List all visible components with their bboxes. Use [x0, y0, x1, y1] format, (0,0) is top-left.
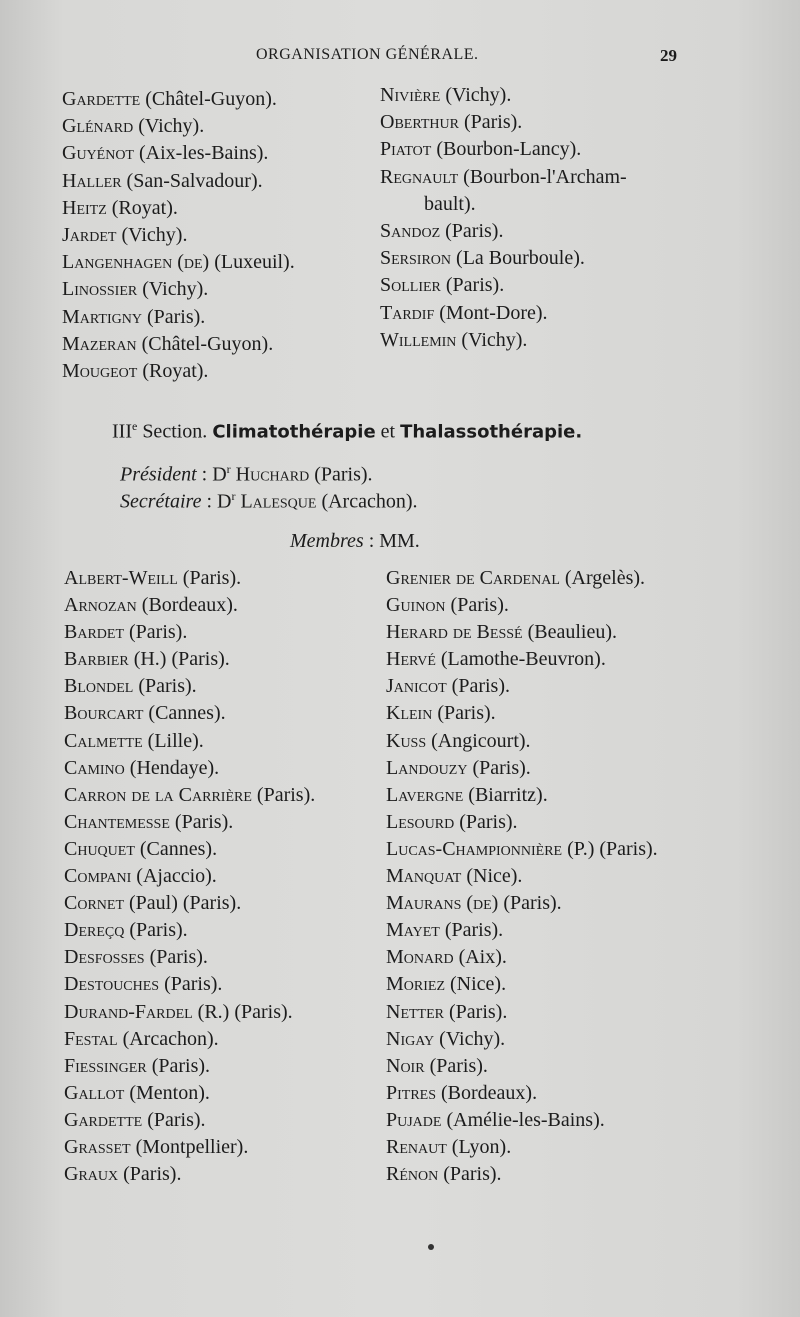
member-place: (Aix). [453, 946, 507, 969]
member-entry [386, 1134, 658, 1161]
secretaire-place: (Arcachon). [316, 490, 418, 513]
member-name: Chuquet [64, 837, 135, 860]
member-entry [380, 164, 627, 191]
member-name: Kuss [386, 729, 427, 752]
member-entry [64, 890, 315, 917]
section3-list-left [64, 565, 315, 1188]
member-name: Sollier [380, 274, 441, 297]
member-name: Glénard [62, 115, 134, 138]
member-place: (Paris). [454, 810, 518, 833]
member-entry [380, 218, 627, 245]
member-place: (Paris). [467, 756, 531, 779]
member-entry [64, 917, 315, 944]
running-title: ORGANISATION GÉNÉRALE. [256, 46, 479, 63]
member-place: (Angicourt). [426, 729, 531, 752]
section-title-thalassotherapie: Thalassothérapie. [400, 421, 583, 443]
member-place: (R.) (Paris). [192, 1000, 293, 1023]
member-place: (Paris). [424, 1054, 488, 1077]
member-entry [64, 619, 315, 646]
member-entry [64, 782, 315, 809]
member-entry [386, 700, 658, 727]
member-entry [380, 109, 627, 136]
member-name: Pitres [386, 1081, 437, 1104]
member-name: Mazeran [62, 332, 137, 355]
member-name: Fiessinger [64, 1054, 147, 1077]
member-entry [386, 1161, 658, 1188]
member-place: (Paris). [144, 946, 208, 969]
member-name: Guyénot [62, 142, 134, 165]
member-name: Grenier de Cardenal [386, 567, 560, 589]
member-entry [386, 1080, 658, 1107]
member-name: Grasset [64, 1135, 131, 1158]
member-entry [386, 565, 658, 592]
member-name: Sersiron [380, 247, 452, 270]
member-name: Dereçq [64, 919, 125, 942]
member-place: (Lamothe-Beuvron). [435, 648, 606, 671]
member-entry [64, 700, 315, 727]
member-name: Oberthur [380, 111, 459, 134]
member-place: (Paris). [446, 675, 510, 698]
member-entry [380, 245, 627, 272]
member-entry [386, 1026, 658, 1053]
member-entry [62, 304, 295, 331]
member-place: (Paris). [118, 1163, 182, 1186]
member-entry [380, 327, 627, 354]
member-name: Compani [64, 865, 132, 888]
member-entry [386, 646, 658, 673]
member-entry [62, 358, 295, 385]
member-place: (Châtel-Guyon). [140, 88, 277, 110]
member-place: (Nice). [445, 973, 507, 996]
president-place: (Paris). [309, 463, 373, 486]
member-entry [386, 782, 658, 809]
member-place: (Bordeaux). [136, 594, 238, 617]
member-entry [64, 809, 315, 836]
member-place: (Lille). [142, 729, 204, 752]
member-place: (Paris). [439, 919, 504, 942]
membres-line [290, 530, 420, 553]
member-place: (Luxeuil). [209, 251, 295, 274]
member-place: (Cannes). [143, 702, 226, 725]
member-place: (Mont-Dore). [434, 301, 548, 324]
member-place: (Paris). [159, 973, 223, 996]
member-name: Chantemesse [64, 810, 170, 833]
member-entry [62, 222, 295, 249]
member-name: Lucas-Championnière [386, 837, 563, 860]
member-entry [386, 917, 658, 944]
secretaire-name: Lalesque [240, 490, 317, 513]
member-name: Piatot [380, 138, 432, 161]
member-place: (Beaulieu). [522, 621, 617, 644]
member-place: (Bordeaux). [436, 1081, 538, 1104]
member-name: Bourcart [64, 702, 144, 725]
member-name: Gardette [62, 88, 141, 110]
section-label: Section. [137, 420, 213, 443]
member-name: Mougeot [62, 359, 138, 382]
member-name: Willemin [380, 328, 457, 351]
member-name: Pujade [386, 1108, 442, 1131]
member-entry [380, 82, 627, 109]
member-name: Graux [64, 1163, 119, 1186]
member-place: (Paris). [177, 567, 242, 589]
member-place: (Hendaye). [124, 756, 220, 779]
member-entry [380, 136, 627, 163]
member-entry [386, 944, 658, 971]
member-name: Rénon [386, 1163, 439, 1186]
member-name: Haller [62, 169, 122, 192]
member-entry [64, 999, 315, 1026]
member-name: Moriez [386, 973, 445, 996]
member-place: (Vichy). [137, 278, 209, 301]
member-name: Cornet [64, 892, 125, 915]
member-place: (Vichy). [456, 328, 528, 351]
section-number: III [112, 420, 132, 443]
member-entry [386, 673, 658, 700]
member-entry [64, 1107, 315, 1134]
member-entry [64, 1053, 315, 1080]
member-name: Martigny [62, 305, 142, 328]
member-place: (Montpellier). [130, 1135, 249, 1158]
member-place: (Paris). [124, 919, 188, 942]
member-entry [386, 809, 658, 836]
member-place: (Paris). [124, 621, 188, 644]
member-entry [62, 140, 295, 167]
member-name: Renaut [386, 1135, 447, 1158]
member-place: (Cannes). [134, 837, 218, 860]
member-place: (Paul) (Paris). [124, 892, 242, 915]
member-entry [62, 195, 295, 222]
member-name: Lesourd [386, 810, 455, 833]
section3-list-right [386, 565, 658, 1188]
member-entry [386, 1053, 658, 1080]
member-name: Janicot [386, 675, 447, 698]
member-entry [62, 331, 295, 358]
member-entry [380, 191, 627, 218]
member-name: Manquat [386, 865, 462, 888]
member-place: (Paris). [498, 892, 562, 915]
member-place: bault). [424, 192, 476, 215]
member-entry [62, 276, 295, 303]
membres-role: Membres [290, 530, 364, 552]
member-name: Klein [386, 702, 433, 725]
member-entry [380, 272, 627, 299]
member-place: (Paris). [169, 810, 234, 833]
member-place: (Lyon). [446, 1135, 512, 1158]
member-place: (H.) (Paris). [128, 648, 230, 671]
page-header [0, 46, 800, 70]
member-entry [64, 755, 315, 782]
member-place: (Vichy). [133, 115, 205, 138]
member-entry [62, 168, 295, 195]
member-entry [386, 592, 658, 619]
member-place: (Paris). [133, 675, 197, 698]
president-name: Huchard [235, 463, 310, 486]
member-entry [64, 971, 315, 998]
member-entry [64, 646, 315, 673]
member-name: Calmette [64, 729, 143, 752]
member-name: Gardette [64, 1108, 143, 1131]
member-name: Festal [64, 1027, 118, 1050]
member-name: Barbier [64, 648, 129, 671]
member-place: (Ajaccio). [131, 865, 217, 888]
member-place: (Paris). [458, 111, 523, 134]
member-name: Gallot [64, 1081, 125, 1104]
president-line [120, 462, 373, 487]
member-entry [386, 755, 658, 782]
member-place: (Vichy). [440, 84, 512, 106]
section-heading [112, 419, 582, 444]
member-name: Desfosses [64, 946, 145, 969]
section-title-join: et [375, 420, 401, 443]
member-place: (Paris). [432, 702, 496, 725]
member-entry [64, 1134, 315, 1161]
member-name: Destouches [64, 973, 160, 996]
member-name: Durand-Fardel [64, 1000, 193, 1023]
member-entry [386, 1107, 658, 1134]
member-entry [62, 86, 295, 113]
member-name: Heitz [62, 196, 107, 219]
secretaire-line [120, 489, 418, 514]
member-entry [64, 592, 315, 619]
member-entry [386, 728, 658, 755]
member-name: Linossier [62, 278, 138, 301]
member-place: (Paris). [440, 274, 505, 297]
member-name: Mayet [386, 919, 440, 942]
member-name: Regnault [380, 165, 459, 188]
member-place: (Paris). [445, 594, 509, 617]
member-name: Tardif [380, 301, 435, 324]
member-place: (Argelès). [559, 567, 646, 589]
member-entry [64, 863, 315, 890]
section-title-climatotherapie: Climatothérapie [212, 421, 376, 443]
member-name: Albert-Weill [64, 567, 178, 589]
member-name: Langenhagen (de) [62, 251, 210, 274]
member-entry [64, 565, 315, 592]
member-name: Hervé [386, 648, 436, 671]
ink-speck [428, 1244, 434, 1250]
member-name: Blondel [64, 675, 134, 698]
member-place: (Royat). [106, 196, 178, 219]
member-place: (Arcachon). [117, 1027, 219, 1050]
member-place: (Royat). [137, 359, 209, 382]
member-entry [64, 1026, 315, 1053]
member-entry [64, 1161, 315, 1188]
member-entry [64, 728, 315, 755]
secretaire-separator: : D [201, 490, 232, 513]
member-entry [64, 1080, 315, 1107]
member-place: (Vichy). [434, 1027, 506, 1050]
member-entry [386, 890, 658, 917]
member-place: (Aix-les-Bains). [134, 142, 269, 165]
member-name: Arnozan [64, 594, 137, 617]
member-name: Carron de la Carrière [64, 783, 252, 806]
member-place: (Châtel-Guyon). [136, 332, 274, 355]
member-place: (Amélie-les-Bains). [441, 1108, 605, 1131]
member-place: (Paris). [251, 783, 316, 806]
member-name: Landouzy [386, 756, 468, 779]
member-name: Bardet [64, 621, 125, 644]
member-entry [64, 673, 315, 700]
member-place: (Paris). [444, 1000, 508, 1023]
section-number-suffix: e [131, 419, 138, 433]
member-entry [386, 619, 658, 646]
member-entry [380, 300, 627, 327]
member-place: (Paris). [438, 1163, 502, 1186]
member-name: Herard de Bessé [386, 621, 523, 644]
section2-list-left [62, 86, 295, 385]
member-name: Nivière [380, 84, 441, 106]
page-number: 29 [660, 46, 677, 65]
president-role: Président [120, 463, 197, 486]
member-name: Sandoz [380, 219, 441, 242]
member-name: Camino [64, 756, 125, 779]
member-place: (P.) (Paris). [562, 837, 658, 860]
member-place: (Paris). [141, 305, 206, 328]
member-place: (Paris). [440, 219, 504, 242]
secretaire-title-sup: r [231, 489, 236, 503]
member-place: (Nice). [461, 865, 523, 888]
member-entry [64, 944, 315, 971]
membres-separator: : MM. [363, 530, 420, 552]
section2-list-right [380, 82, 627, 354]
member-name: Noir [386, 1054, 425, 1077]
member-entry [386, 863, 658, 890]
member-place: (Menton). [124, 1081, 210, 1104]
member-name: Lavergne [386, 783, 464, 806]
member-place: (Paris). [142, 1108, 206, 1131]
member-entry [386, 836, 658, 863]
member-name: Jardet [62, 223, 117, 246]
member-place: (Vichy). [116, 223, 188, 246]
member-place: (Bourbon-Lancy). [431, 138, 582, 161]
member-entry [62, 113, 295, 140]
member-name: Netter [386, 1000, 444, 1023]
president-title-sup: r [226, 462, 231, 476]
member-name: Guinon [386, 594, 446, 617]
member-place: (Paris). [146, 1054, 211, 1077]
member-entry [64, 836, 315, 863]
president-separator: : D [196, 463, 227, 486]
member-entry [386, 971, 658, 998]
secretaire-role: Secrétaire [120, 490, 202, 513]
member-entry [62, 249, 295, 276]
member-place: (Biarritz). [463, 783, 548, 806]
member-place: (San-Salvadour). [121, 169, 263, 192]
member-place: (Bourbon-l'Archam- [458, 165, 627, 188]
member-place: (La Bourboule). [451, 247, 585, 270]
member-name: Nigay [386, 1027, 435, 1050]
member-entry [386, 999, 658, 1026]
member-name: Monard [386, 946, 454, 969]
member-name: Maurans (de) [386, 892, 499, 915]
